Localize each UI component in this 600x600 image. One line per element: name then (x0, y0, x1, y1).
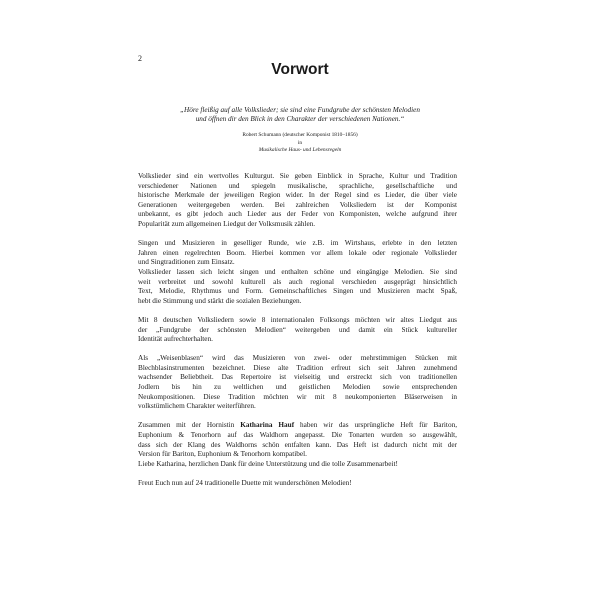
paragraph-line: Mit 8 deutschen Volksliedern sowie 8 internationalen Folksongs möchten wir altes Liedgut aus (138, 315, 457, 324)
paragraph-line: Version für Bariton, Euphonium & Tenorhorn kompatibel. (138, 450, 307, 459)
body-paragraph (138, 316, 457, 345)
paragraph-line: Blechblasinstrumenten bezeichnet. Diese alte Tradition erfreut sich seit Jahren zunehmend (138, 363, 457, 372)
paragraph-line (138, 421, 457, 431)
attribution-prefix: in (297, 139, 303, 146)
paragraph-line: dass sich der Klang des Waldhorns schön entfalten kann. Das Heft ist dadurch nicht mit der (138, 440, 457, 449)
attribution-author: Robert Schumann (deutscher Komponist 1810–1856) (242, 132, 358, 138)
page-number: 2 (138, 54, 142, 63)
quote-line: und öffnen dir den Blick in den Charakter der verschiedenen Nationen.“ (195, 115, 405, 123)
paragraph-line: Identität aufrechterhalten. (138, 335, 213, 344)
paragraph-line: hebt die Stimmung und stärkt die sozialen Beziehungen. (138, 296, 302, 305)
paragraph-line: Singen und Musizieren in geselliger Runde, wie z.B. im Wirtshaus, erlebte in den letzten (138, 239, 457, 248)
paragraph-line: wachsender Beliebtheit. Das Repertoire ist vielseitig und erstreckt sich von traditionellen (138, 373, 457, 382)
paragraph-line: Popularität zum allgemeinen Liedgut der Volksmusik zählen. (138, 219, 316, 228)
attribution-source-line (146, 140, 454, 155)
paragraph-line: Text, Melodie, Rhythmus und Form. Gemeinschaftliches Singen und Musizieren macht Spaß, (138, 287, 457, 296)
paragraph-line: Neukompositionen. Diese Tradition möchten wir mit 8 neukomponierten Bläserweisen in (138, 392, 457, 401)
body-paragraph (138, 239, 457, 306)
paragraph-line: Freut Euch nun auf 24 traditionelle Duette mit wunderschönen Melodien! (138, 479, 352, 487)
body-paragraph (138, 354, 457, 412)
line-text: Zusammen mit der Hornistin (138, 421, 241, 430)
epigraph-quote (146, 106, 454, 124)
paragraph-line: Euphonium & Tenorhorn auf das Waldhorn angepasst. Die Tonarten wurden so ausgewählt, (138, 431, 457, 440)
paragraph-line: Jodlern bis hin zu weltlichen und geistlichen Melodien sowie entsprechenden (138, 383, 457, 392)
paragraph-line: der „Fundgrube der schönsten Melodien“ weitergeben und damit ein Stück kultureller (138, 325, 457, 334)
body-text (138, 172, 457, 498)
paragraph-line: weit verbreitet und sowohl kulturell als auch regional verschieden ausgeprägt hinsichtlich (138, 277, 457, 286)
attribution-source: Musikalische Haus- und Lebensregeln (258, 147, 342, 153)
paragraph-line: und Singtraditionen zum Einsatz. (138, 258, 235, 267)
horn-player-name: Katharina Hauf (240, 421, 295, 430)
paragraph-line: Generationen weitergegeben werden. Bei zahlreichen Volksliedern ist der Komponist (138, 200, 457, 209)
page-title: Vorwort (271, 61, 329, 78)
paragraph-line: unbekannt, es gibt jedoch auch Lieder aus der Feder von Komponisten, welche aufgrund ihrer (138, 210, 457, 219)
body-paragraph (138, 479, 457, 489)
quote-attribution (146, 132, 454, 155)
paragraph-line: Volkslieder lassen sich leicht singen und enthalten schöne und eingängige Melodien. Sie sind (138, 267, 457, 276)
paragraph-line: verschiedener Nationen und spiegeln musikalische, sprachliche, gesellschaftliche und (138, 181, 457, 190)
body-paragraph (138, 421, 457, 469)
line-text: haben wir das ursprüngliche Heft für Bariton, (294, 421, 458, 430)
paragraph-line: Jahren einen regelrechten Boom. Hierbei kommen vor allem lokale oder regionale Volkslieder (138, 248, 457, 257)
paragraph-line: Als „Weisenblasen“ wird das Musizieren von zwei- oder mehrstimmigen Stücken mit (138, 354, 457, 363)
quote-line: „Höre fleißig auf alle Volkslieder; sie sind eine Fundgrube der schönsten Melodien (180, 106, 420, 114)
paragraph-line: Volkslieder sind ein wertvolles Kulturgut. Sie geben Einblick in Sprache, Kultur und Tradition (138, 172, 457, 180)
body-paragraph (138, 172, 457, 230)
paragraph-line: volkstümlichem Charakter weiterführen. (138, 402, 256, 411)
paragraph-line: historische Merkmale der jeweiligen Region wider. In der Regel sind es Lieder, die über viele (138, 191, 457, 200)
paragraph-line: Liebe Katharina, herzlichen Dank für deine Unterstützung und die tolle Zusammenarbeit! (138, 459, 398, 468)
